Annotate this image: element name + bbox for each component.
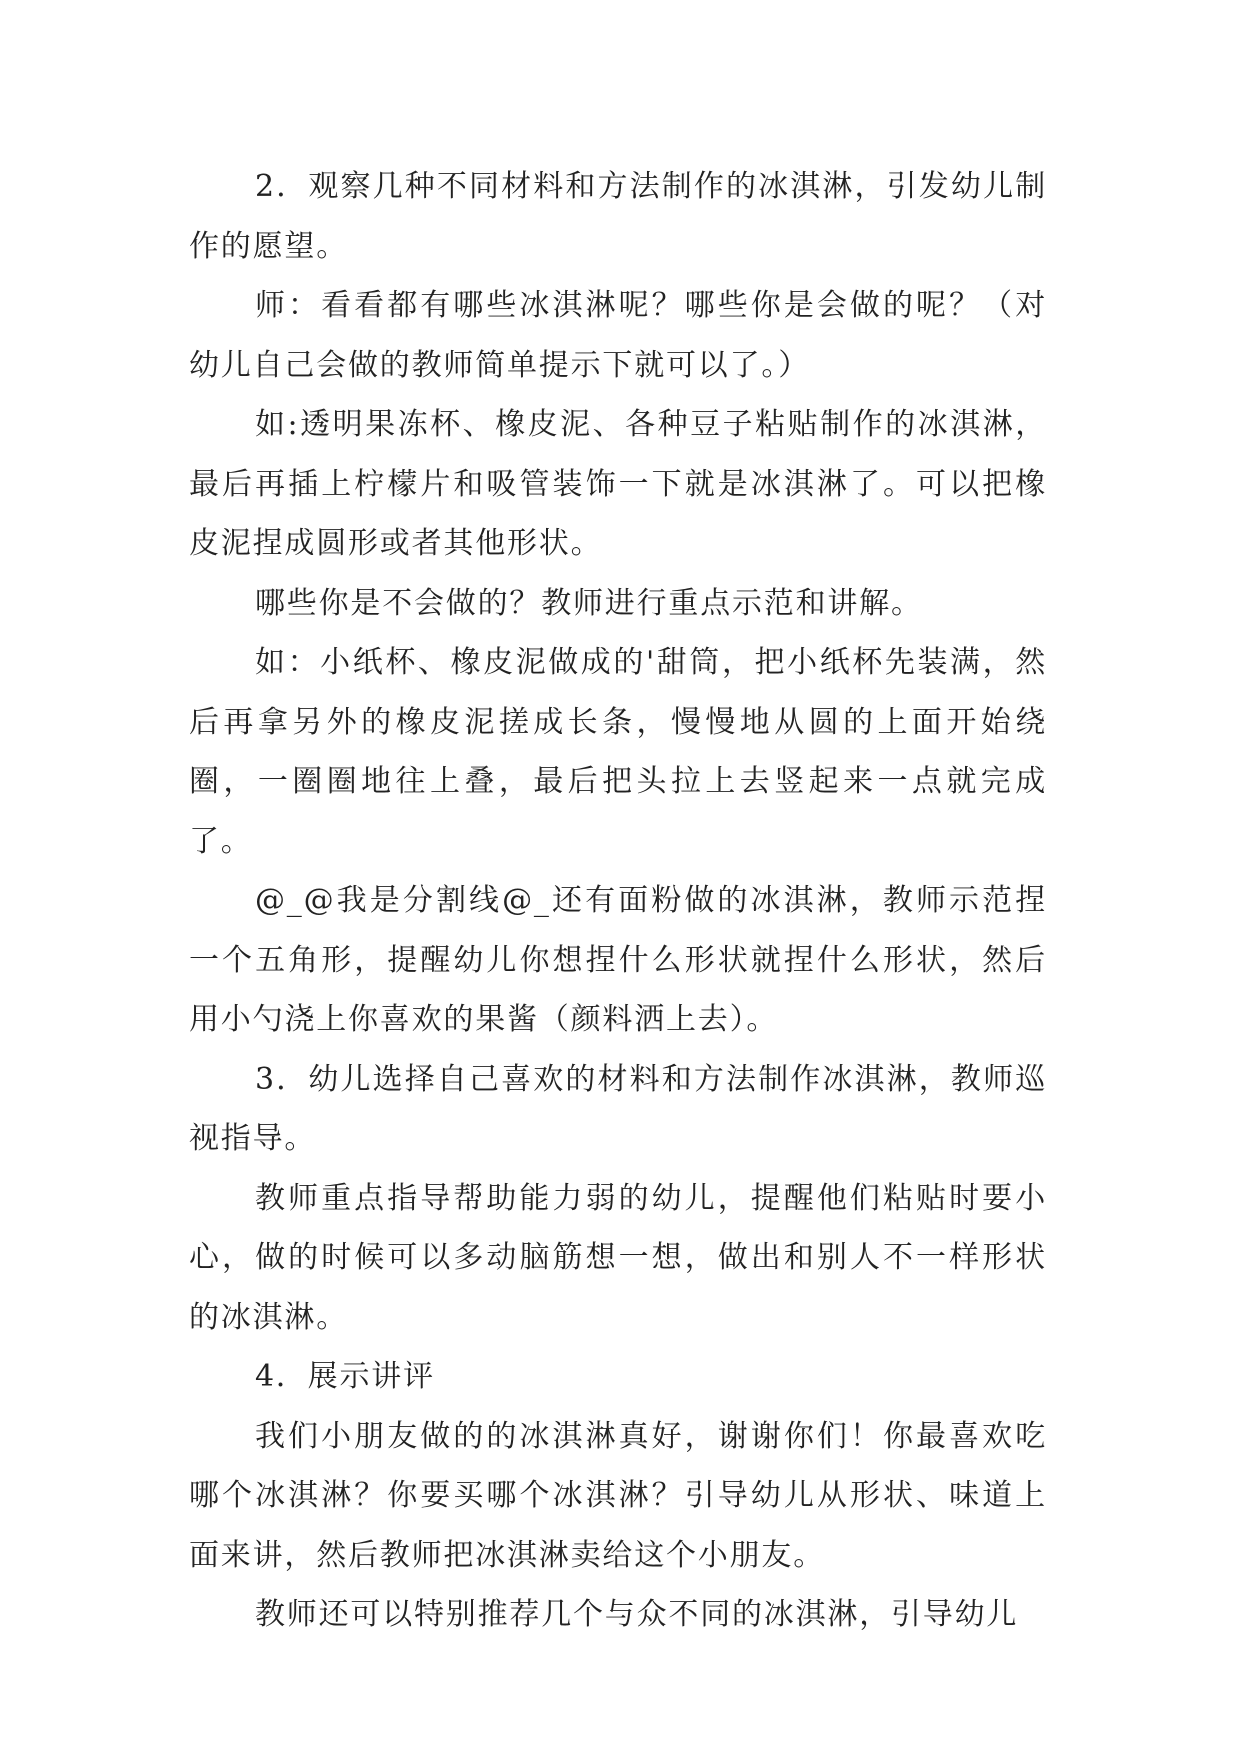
paragraph-step-3: 3．幼儿选择自己喜欢的材料和方法制作冰淇淋，教师巡视指导。 [189, 1061, 1047, 1156]
paragraph-cannot-make: 哪些你是不会做的？教师进行重点示范和讲解。 [255, 585, 923, 621]
document-body [189, 157, 1047, 1645]
paragraph-teacher-question: 师：看看都有哪些冰淇淋呢？哪些你是会做的呢？（对幼儿自己会做的教师简单提示下就可以了。） [189, 288, 1047, 383]
paragraph-step-4: 4．展示讲评 [255, 1359, 435, 1394]
paragraph-teacher-guidance: 教师重点指导帮助能力弱的幼儿，提醒他们粘贴时要小心，做的时候可以多动脑筋想一想，做出和别人不一样形状的冰淇淋。 [189, 1180, 1047, 1335]
paragraph-example-paper-cup: 如：小纸杯、橡皮泥做成的'甜筒，把小纸杯先装满，然后再拿另外的橡皮泥搓成长条，慢慢地从圆的上面开始绕圈，一圈圈地往上叠，最后把头拉上去竖起来一点就完成了。 [189, 645, 1047, 859]
paragraph-praise: 我们小朋友做的的冰淇淋真好，谢谢你们！你最喜欢吃哪个冰淇淋？你要买哪个冰淇淋？引导幼儿从形状、味道上面来讲，然后教师把冰淇淋卖给这个小朋友。 [189, 1418, 1047, 1573]
paragraph-example-jelly-cup: 如:透明果冻杯、橡皮泥、各种豆子粘贴制作的冰淇淋，最后再插上柠檬片和吸管装饰一下就是冰淇淋了。可以把橡皮泥捏成圆形或者其他形状。 [189, 407, 1047, 561]
paragraph-recommend: 教师还可以特别推荐几个与众不同的冰淇淋，引导幼儿 [255, 1597, 1019, 1632]
paragraph-step-2: 2．观察几种不同材料和方法制作的冰淇淋，引发幼儿制作的愿望。 [189, 169, 1047, 264]
paragraph-flour-icecream: @_@我是分割线@_还有面粉做的冰淇淋，教师示范捏一个五角形，提醒幼儿你想捏什么形状就捏什么形状，然后用小勺浇上你喜欢的果酱（颜料洒上去）。 [189, 883, 1047, 1037]
